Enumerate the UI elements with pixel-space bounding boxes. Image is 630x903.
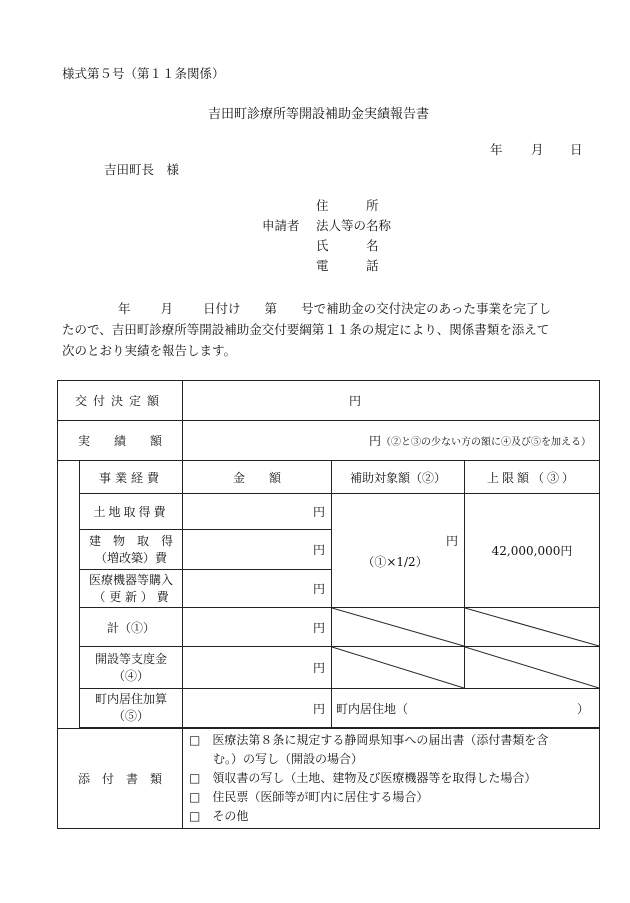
para-month: 月: [160, 301, 174, 316]
para-day: 日付け: [203, 301, 241, 316]
para-line1-rest: 号で補助金の交付決定のあった事業を完了し: [301, 301, 551, 316]
col-header-expense: 事業経費: [80, 461, 183, 494]
addressee: 吉田町長 様: [104, 162, 180, 177]
attachment-item-resident-card[interactable]: □ 住民票（医師等が町内に居住する場合）: [189, 790, 429, 804]
attachment-item-receipt[interactable]: □ 領収書の写し（土地、建物及び医療機器等を取得した場合）: [189, 771, 537, 785]
row-land-label: 土地取得費: [80, 494, 183, 530]
col-header-amount: 金 額: [183, 461, 332, 494]
prep-limit-crossed: [465, 647, 600, 689]
building-amount-field[interactable]: 円: [183, 530, 332, 570]
result-amount-field[interactable]: 円（②と③の少ない方の額に④及び⑤を加える）: [183, 421, 600, 461]
attachment-item-notification-cont: む。）の写し（開設の場合）: [213, 752, 364, 766]
attachment-item-notification[interactable]: □ 医療法第８条に規定する静岡県知事への届出書（添付書類を含: [189, 733, 549, 747]
residence-field[interactable]: 町内居住地（ ）: [332, 689, 600, 728]
resident-amount-field[interactable]: 円: [183, 689, 332, 728]
applicant-address-label: 住 所: [316, 198, 379, 213]
attachments-label: 添 付 書 類: [58, 729, 183, 829]
applicant-label: 申請者: [262, 218, 300, 233]
limit-amount-value: 42,000,000円: [465, 494, 600, 608]
applicant-corp-label: 法人等の名称: [316, 218, 392, 233]
form-number: 様式第５号（第１１条関係）: [62, 66, 225, 81]
subsidy-amount-field[interactable]: 円 （①×1/2）: [332, 494, 465, 608]
row-building-label: 建 物 取 得 （増改築）費: [80, 530, 183, 570]
prep-amount-field[interactable]: 円: [183, 647, 332, 689]
equipment-amount-field[interactable]: 円: [183, 570, 332, 608]
applicant-name-label: 氏 名: [316, 238, 379, 253]
report-table: [57, 380, 600, 829]
para-year: 年: [118, 301, 131, 316]
row-resident-label: 町内居住加算 （⑤）: [80, 689, 183, 728]
grant-amount-field[interactable]: 円: [183, 381, 600, 421]
report-paragraph: [62, 298, 582, 361]
land-amount-field[interactable]: 円: [183, 494, 332, 530]
date-day: 日: [570, 142, 583, 157]
subsidy-formula: （①×1/2）: [362, 554, 428, 569]
col-header-subsidy: 補助対象額（②）: [332, 461, 465, 494]
total-limit-crossed: [465, 608, 600, 647]
para-line2: たので、吉田町診療所等開設補助金交付要綱第１１条の規定により、関係書類を添えて: [62, 322, 550, 337]
para-number: 第: [264, 301, 278, 316]
applicant-phone-label: 電 話: [316, 258, 379, 273]
total-subsidy-crossed: [332, 608, 465, 647]
row-equipment-label: 医療機器等購入 （ 更 新 ） 費: [80, 570, 183, 608]
date-year: 年: [490, 142, 503, 157]
prep-subsidy-crossed: [332, 647, 465, 689]
result-amount-label: 実 績 額: [58, 421, 183, 461]
para-line3: 次のとおり実績を報告します。: [62, 343, 237, 358]
expense-indent-cell: [58, 461, 80, 729]
col-header-limit: 上限額（③）: [465, 461, 600, 494]
row-prep-label: 開設等支度金 （④）: [80, 647, 183, 689]
row-total-label: 計（①）: [80, 608, 183, 647]
attachments-list: [183, 729, 600, 829]
document-title: 吉田町診療所等開設補助金実績報告書: [208, 107, 430, 122]
date-month: 月: [531, 142, 544, 157]
total-amount-field[interactable]: 円: [183, 608, 332, 647]
attachment-item-other[interactable]: □ その他: [189, 809, 249, 823]
grant-amount-label: 交付決定額: [58, 381, 183, 421]
